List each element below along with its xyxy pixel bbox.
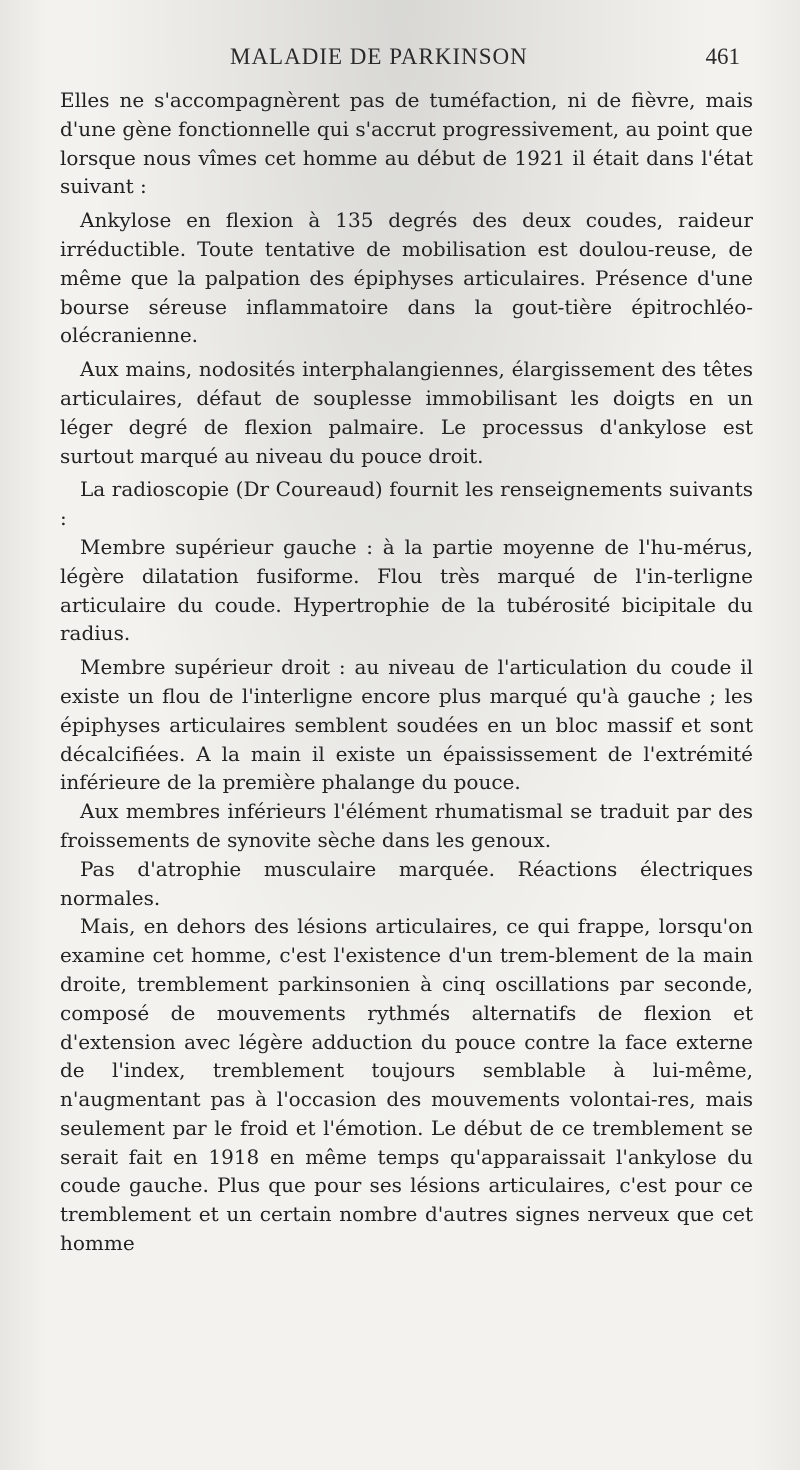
- paragraph-7: Aux membres inférieurs l'élément rhumatismal se traduit par des froissements de synovite sèche dans les genoux.: [60, 799, 753, 852]
- paragraph-4: La radioscopie (Dr Coureaud) fournit les renseignements suivants :: [60, 477, 753, 531]
- body-text: [60, 86, 753, 1258]
- page-number: 461: [705, 44, 740, 69]
- paragraph-5: Membre supérieur gauche : à la partie moyenne de l'hu-mérus, légère dilatation fusiforme. Flou très marqué de l'in-terligne articulaire du coude. Hypertrophie de la tubérosité bicipitale du radius.: [60, 534, 753, 646]
- paragraph-3: Aux mains, nodosités interphalangiennes, élargissement des têtes articulaires, défaut de souplesse immobilisant les doigts en un léger degré de flexion palmaire. Le processus d'ankylose est surtout marqué au niveau du pouce droit.: [60, 357, 753, 468]
- paragraph-1: Elles ne s'accompagnèrent pas de tuméfaction, ni de fièvre, mais d'une gène fonctionnelle qui s'accrut progressivement, au point que lorsque nous vîmes cet homme au début de 1921 il était dans l'état suivant :: [60, 88, 753, 199]
- paragraph-9: Mais, en dehors des lésions articulaires, ce qui frappe, lorsqu'on examine cet homme, c'est l'existence d'un trem-blement de la main droite, tremblement parkinsonien à cinq oscillations par seconde, composé de mouvements rythmés alternatifs de flexion et d'extension avec légère adduction du pouce contre la face externe de l'index, tremblement toujours semblable à lui-même, n'augmentant pas à l'occasion des mouvements volontai-res, mais seulement par le froid et l'émotion. Le début de ce tremblement se serait fait en 1918 en même temps qu'apparaissait l'ankylose du coude gauche. Plus que pour ses lésions articulaires, c'est pour ce tremblement et un certain nombre d'autres signes nerveux que cet homme: [60, 914, 753, 1256]
- paragraph-8: Pas d'atrophie musculaire marquée. Réactions électriques normales.: [60, 856, 753, 910]
- paragraph-2: Ankylose en flexion à 135 degrés des deux coudes, raideur irréductible. Toute tentative de mobilisation est doulou-reuse, de même que la palpation des épiphyses articulaires. Présence d'une bourse séreuse inflammatoire dans la gout-tière épitrochléo-olécranienne.: [60, 208, 753, 348]
- paragraph-6: Membre supérieur droit : au niveau de l'articulation du coude il existe un flou de l'interligne encore plus marqué qu'à gauche ; les épiphyses articulaires semblent soudées en un bloc massif et sont décalcifiées. A la main il existe un épaississement de l'extrémité inférieure de la première phalange du pouce.: [60, 655, 753, 795]
- running-title: MALADIE DE PARKINSON: [230, 44, 528, 69]
- page-header: [60, 44, 740, 78]
